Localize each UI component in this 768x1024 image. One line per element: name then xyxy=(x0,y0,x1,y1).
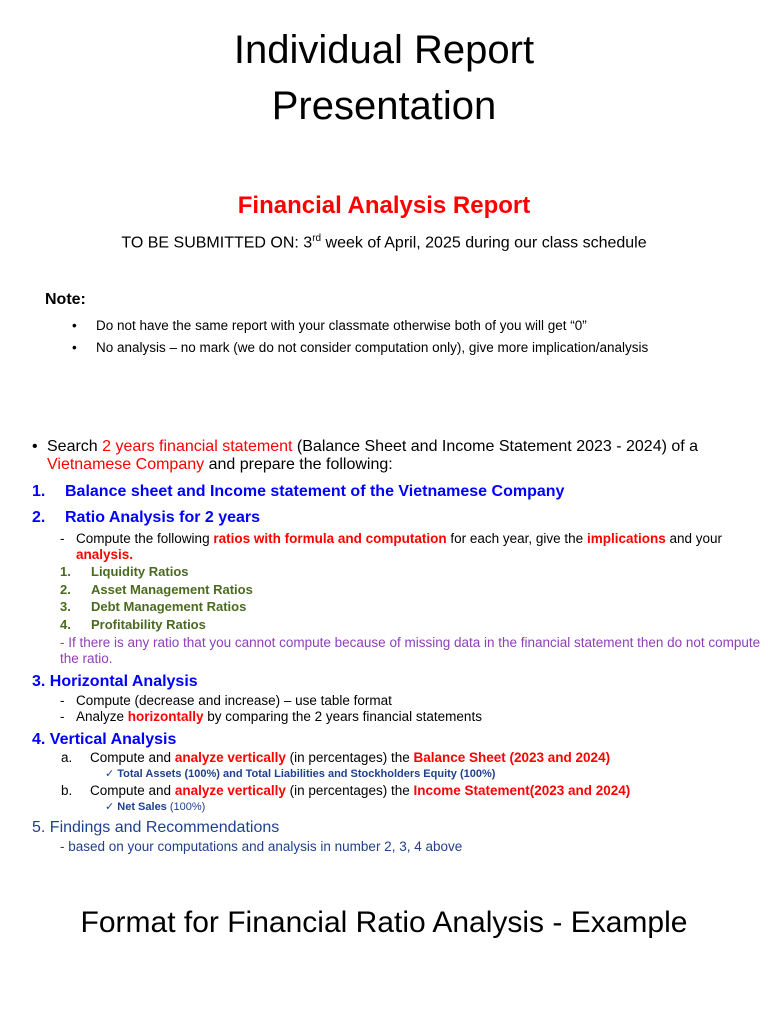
section-5-heading: 5. Findings and Recommendations xyxy=(32,819,280,836)
section-3-items xyxy=(32,693,762,725)
ratio-item: 2. Asset Management Ratios xyxy=(60,581,253,597)
section-4-item-a: a. Compute and analyze vertically (in percentages) the Balance Sheet (2023 and 2024) xyxy=(61,750,611,765)
section-3-heading: 3. Horizontal Analysis xyxy=(32,673,198,690)
section-2-heading: 2. Ratio Analysis for 2 years xyxy=(32,509,261,526)
next-slide-title: Format for Financial Ratio Analysis - Example xyxy=(80,906,688,939)
section-4-heading: 4. Vertical Analysis xyxy=(32,731,177,748)
section-4-items xyxy=(32,749,762,815)
section-5-line: - based on your computations and analysis in number 2, 3, 4 above xyxy=(60,839,463,854)
section-4-item-b: b. Compute and analyze vertically (in percentages) the Income Statement(2023 and 2024) xyxy=(61,783,631,798)
note-item: • Do not have the same report with your classmate otherwise both of you will get “0” xyxy=(72,318,587,333)
intro-paragraph: • Search 2 years financial statement (Balance Sheet and Income Statement 2023 - 2024) of a Vietnamese Company and prepare the following: xyxy=(32,438,699,473)
submission-date: TO BE SUBMITTED ON: 3rd week of April, 2025 during our class schedule xyxy=(121,233,647,252)
ratio-item: 1. Liquidity Ratios xyxy=(60,564,189,579)
missing-data-note: - If there is any ratio that you cannot compute because of missing data in the financial statement then do not compute the ratio. xyxy=(60,635,761,666)
note-heading: Note: xyxy=(45,291,86,308)
note-item: • No analysis – no mark (we do not consider computation only), give more implication/analysis xyxy=(72,340,649,355)
page-title xyxy=(0,22,768,134)
ratio-item: 3. Debt Management Ratios xyxy=(60,599,247,614)
section-3-item: - Compute (decrease and increase) – use table format xyxy=(60,693,392,708)
note-list xyxy=(72,315,648,359)
ratio-list xyxy=(60,563,762,633)
title-line-2: Presentation xyxy=(271,84,497,128)
section-1-heading: 1. Balance sheet and Income statement of the Vietnamese Company xyxy=(32,483,565,500)
check-total-assets: ✓ Total Assets (100%) and Total Liabilities and Stockholders Equity (100%) xyxy=(105,768,496,780)
ratio-item: 4. Profitability Ratios xyxy=(60,616,206,632)
section-2-instruction: - Compute the following ratios with formula and computation for each year, give the implications and your analysis. xyxy=(60,531,722,562)
section-3-item: - Analyze horizontally by comparing the 2 years financial statements xyxy=(60,709,482,724)
instructions xyxy=(32,438,762,855)
title-line-1: Individual Report xyxy=(233,28,535,72)
report-subtitle: Financial Analysis Report xyxy=(237,192,531,219)
check-net-sales: ✓ Net Sales (100%) xyxy=(105,801,206,813)
